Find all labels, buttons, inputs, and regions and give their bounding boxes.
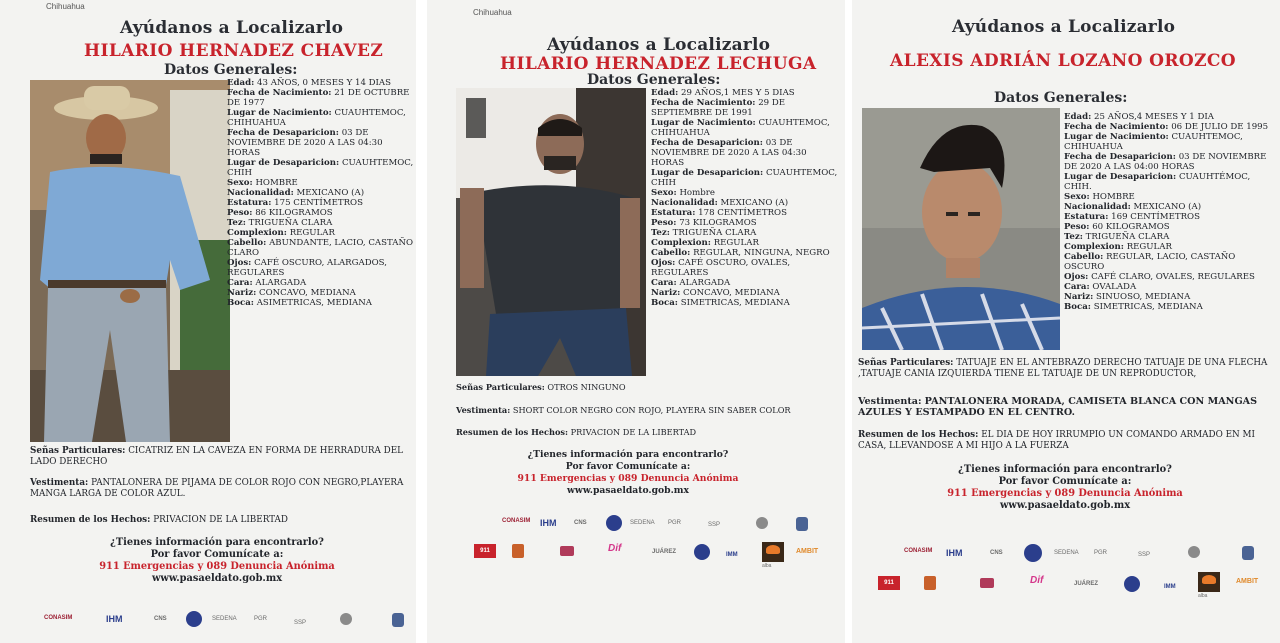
poster-heading: Ayúdanos a Localizarlo [547, 35, 771, 55]
field-edad: Edad: 29 AÑOS,1 MES Y 5 DIAS [651, 88, 795, 98]
datos-generales-list [651, 88, 841, 308]
contact-callout [940, 464, 1190, 512]
eagle-seal-icon [340, 613, 352, 625]
pgr-logo: PGR [254, 616, 268, 622]
resumen-hechos: Resumen de los Hechos: PRIVACION DE LA LIBERTAD [30, 515, 288, 525]
field-cabello: Cabello: REGULAR, NINGUNA, NEGRO [651, 248, 830, 258]
cta-question: ¿Tienes información para encontrarlo? [110, 537, 324, 548]
datos-generales-heading: Datos Generales: [994, 90, 1128, 106]
senas-particulares: Señas Particulares: OTROS NINGUNO [456, 382, 626, 392]
field-complexion: Complexion: REGULAR [1064, 242, 1172, 252]
alba-label: alba [762, 563, 772, 569]
field-estatura: Estatura: 175 CENTÍMETROS [227, 198, 363, 208]
cta-question: ¿Tienes información para encontrarlo? [958, 464, 1172, 475]
police-star-icon [1024, 544, 1042, 562]
juarez-logo: JUÁREZ [1074, 581, 1099, 587]
field-ojos: Ojos: CAFÉ OSCURO, ALARGADOS, REGULARES [227, 258, 387, 278]
datos-generales-list [1064, 112, 1274, 312]
cta-instruction: Por favor Comunícate a: [565, 461, 691, 472]
red-ribbon-icon [560, 546, 574, 556]
cns-logo: CNS [574, 520, 587, 526]
dif-logo: Dif [1030, 575, 1044, 586]
sedena-logo: SEDENA [630, 520, 655, 526]
poster-hilario-hernadez-chavez [0, 0, 416, 643]
police-star-icon [1124, 576, 1140, 592]
field-lugar-desaparicion: Lugar de Desaparicion: CUAUHTEMOC, CHIH [227, 158, 414, 178]
field-peso: Peso: 60 KILOGRAMOS [1064, 222, 1170, 232]
ssp-logo: SSP [294, 620, 307, 626]
datos-generales-list [227, 78, 415, 308]
field-peso: Peso: 73 KILOGRAMOS [651, 218, 757, 228]
sponsor-logos [858, 540, 1274, 604]
ihm-logo: IHM [540, 518, 557, 528]
alba-logo [762, 542, 784, 562]
field-nacionalidad: Nacionalidad: MEXICANO (A) [651, 198, 789, 208]
emergency-911-logo: 911 [878, 576, 900, 590]
chihuahua-logo [473, 9, 512, 17]
cta-url: www.pasaeldato.gob.mx [999, 500, 1131, 511]
eagle-seal-icon [1188, 546, 1200, 558]
eagle-seal-icon [756, 517, 768, 529]
divider [416, 0, 427, 643]
person-photo [30, 80, 230, 442]
resumen-hechos: Resumen de los Hechos: PRIVACION DE LA LIBERTAD [456, 427, 697, 437]
senas-particulares: Señas Particulares: TATUAJE EN EL ANTEBRAZO DERECHO TATUAJE DE UNA FLECHA ,TATUAJE CANIA IZQUIERDA TIENE EL TATUAJE DE UN REPRODUCTOR, [858, 358, 1268, 379]
field-nariz: Nariz: SINUOSO, MEDIANA [1064, 292, 1191, 302]
field-tez: Tez: TRIGUEÑA CLARA [651, 228, 757, 238]
resumen-hechos: Resumen de los Hechos: EL DIA DE HOY IRRUMPIO UN COMANDO ARMADO EN MI CASA, LLEVANDOSE A MI HIJO A LA FUERZA [858, 430, 1255, 451]
poster-hilario-hernadez-lechuga [427, 0, 845, 643]
ssp-logo: SSP [708, 522, 721, 528]
pgr-logo: PGR [668, 520, 682, 526]
person-photo [456, 88, 646, 376]
person-name: ALEXIS ADRIÁN LOZANO OROZCO [890, 51, 1237, 71]
field-ojos: Ojos: CAFÉ CLARO, OVALES, REGULARES [1064, 272, 1255, 282]
field-lugar-nacimiento: Lugar de Nacimiento: CUAUHTEMOC, CHIHUAHUA [651, 118, 830, 138]
police-star-icon [694, 544, 710, 560]
logo-text: Chihuahua [473, 8, 512, 17]
ssp-logo: SSP [1138, 552, 1151, 558]
vestimenta: Vestimenta: PANTALONERA DE PIJAMA DE COLOR ROJO CON NEGRO,PLAYERA MANGA LARGA DE COLOR AZUL. [30, 478, 404, 499]
conasim-logo: CONASIM [904, 548, 933, 554]
datos-generales-heading: Datos Generales: [587, 72, 721, 88]
imm-logo: IMM [726, 552, 738, 558]
field-boca: Boca: SIMETRICAS, MEDIANA [651, 298, 790, 308]
ihm-logo: IHM [106, 614, 123, 624]
imm-logo: IMM [1164, 584, 1176, 590]
field-cabello: Cabello: REGULAR, LACIO, CASTAÑO OSCURO [1064, 252, 1236, 272]
red-ribbon-icon [980, 578, 994, 588]
municipal-shield-icon [512, 544, 524, 558]
field-lugar-desaparicion: Lugar de Desaparicion: CUAUHTEMOC, CHIH [651, 168, 838, 188]
cns-logo: CNS [154, 616, 167, 622]
field-tez: Tez: TRIGUEÑA CLARA [227, 218, 333, 228]
ambit-logo: AMBIT [796, 548, 819, 555]
field-fecha-desaparicion: Fecha de Desaparicion: 03 DE NOVIEMBRE DE 2020 A LAS 04:30 HORAS [651, 138, 807, 168]
field-cara: Cara: ALARGADA [651, 278, 731, 288]
police-star-icon [606, 515, 622, 531]
field-cabello: Cabello: ABUNDANTE, LACIO, CASTAÑO CLARO [227, 238, 414, 258]
cta-url: www.pasaeldato.gob.mx [567, 485, 689, 496]
field-cara: Cara: OVALADA [1064, 282, 1137, 292]
juarez-logo: JUÁREZ [652, 549, 677, 555]
field-lugar-nacimiento: Lugar de Nacimiento: CUAUHTEMOC, CHIHUAHUA [1064, 132, 1243, 152]
field-fecha-nacimiento: Fecha de Nacimiento: 21 DE OCTUBRE DE 1977 [227, 88, 410, 108]
poster-alexis-adrian-lozano-orozco [852, 0, 1280, 643]
vestimenta: Vestimenta: PANTALONERA MORADA, CAMISETA BLANCA CON MANGAS AZULES Y ESTAMPADO EN EL CENTRO. [858, 396, 1258, 418]
dif-logo: Dif [608, 543, 622, 554]
ihm-logo: IHM [946, 548, 963, 558]
field-nariz: Nariz: CONCAVO, MEDIANA [651, 288, 780, 298]
field-peso: Peso: 86 KILOGRAMOS [227, 208, 333, 218]
field-fecha-desaparicion: Fecha de Desaparicion: 03 DE NOVIEMBRE DE 2020 A LAS 04:00 HORAS [1064, 152, 1267, 172]
person-name: HILARIO HERNADEZ LECHUGA [500, 54, 817, 74]
cta-instruction: Por favor Comunícate a: [150, 549, 284, 560]
field-estatura: Estatura: 178 CENTÍMETROS [651, 208, 787, 218]
cta-url: www.pasaeldato.gob.mx [151, 573, 283, 584]
field-fecha-desaparicion: Fecha de Desaparicion: 03 DE NOVIEMBRE DE 2020 A LAS 04:30 HORAS [227, 128, 383, 158]
field-boca: Boca: ASIMETRICAS, MEDIANA [227, 298, 372, 308]
field-nacionalidad: Nacionalidad: MEXICANO (A) [1064, 202, 1202, 212]
field-edad: Edad: 43 AÑOS, 0 MESES Y 14 DIAS [227, 78, 392, 88]
sedena-logo: SEDENA [212, 616, 237, 622]
emergency-911-logo: 911 [474, 544, 496, 558]
ambit-logo: AMBIT [1236, 578, 1259, 585]
field-nacionalidad: Nacionalidad: MEXICANO (A) [227, 188, 365, 198]
field-sexo: Sexo: HOMBRE [1064, 192, 1135, 202]
chihuahua-logo [46, 3, 85, 11]
field-lugar-nacimiento: Lugar de Nacimiento: CUAUHTEMOC, CHIHUAHUA [227, 108, 406, 128]
field-ojos: Ojos: CAFÉ OSCURO, OVALES, REGULARES [651, 258, 791, 278]
field-nariz: Nariz: CONCAVO, MEDIANA [227, 288, 356, 298]
municipal-shield-icon [924, 576, 936, 590]
field-lugar-desaparicion: Lugar de Desaparicion: CUAUHTÉMOC, CHIH. [1064, 172, 1251, 192]
datos-generales-heading: Datos Generales: [164, 62, 298, 78]
field-fecha-nacimiento: Fecha de Nacimiento: 29 DE SEPTIEMBRE DE 1991 [651, 98, 786, 118]
sponsor-logos [456, 512, 840, 572]
field-estatura: Estatura: 169 CENTÍMETROS [1064, 212, 1200, 222]
state-shield-icon [392, 613, 404, 627]
cta-phone: 911 Emergencias y 089 Denuncia Anónima [517, 473, 739, 484]
alba-label: alba [1198, 593, 1208, 599]
pgr-logo: PGR [1094, 550, 1108, 556]
field-complexion: Complexion: REGULAR [651, 238, 759, 248]
sponsor-logos [30, 606, 416, 636]
divider [845, 0, 852, 643]
state-shield-icon [1242, 546, 1254, 560]
logo-text: Chihuahua [46, 2, 85, 11]
field-tez: Tez: TRIGUEÑA CLARA [1064, 232, 1170, 242]
poster-heading: Ayúdanos a Localizarlo [120, 18, 344, 38]
state-shield-icon [796, 517, 808, 531]
conasim-logo: CONASIM [502, 518, 531, 524]
conasim-logo: CONASIM [44, 615, 73, 621]
field-complexion: Complexion: REGULAR [227, 228, 335, 238]
cta-phone: 911 Emergencias y 089 Denuncia Anónima [99, 561, 335, 572]
person-name: HILARIO HERNADEZ CHAVEZ [84, 41, 384, 61]
field-edad: Edad: 25 AÑOS,4 MESES Y 1 DIA [1064, 112, 1214, 122]
contact-callout [509, 449, 747, 497]
field-sexo: Sexo: HOMBRE [227, 178, 298, 188]
cns-logo: CNS [990, 550, 1003, 556]
field-boca: Boca: SIMETRICAS, MEDIANA [1064, 302, 1203, 312]
senas-particulares: Señas Particulares: CICATRIZ EN LA CAVEZA EN FORMA DE HERRADURA DEL LADO DERECHO [30, 446, 404, 467]
cta-question: ¿Tienes información para encontrarlo? [527, 449, 729, 460]
sedena-logo: SEDENA [1054, 550, 1079, 556]
person-photo [862, 108, 1060, 350]
vestimenta: Vestimenta: SHORT COLOR NEGRO CON ROJO, PLAYERA SIN SABER COLOR [456, 405, 791, 415]
field-fecha-nacimiento: Fecha de Nacimiento: 06 DE JULIO DE 1995 [1064, 122, 1269, 132]
cta-instruction: Por favor Comunícate a: [998, 476, 1132, 487]
contact-callout [92, 537, 342, 585]
police-star-icon [186, 611, 202, 627]
field-sexo: Sexo: Hombre [651, 188, 715, 198]
alba-logo [1198, 572, 1220, 592]
cta-phone: 911 Emergencias y 089 Denuncia Anónima [947, 488, 1183, 499]
poster-heading: Ayúdanos a Localizarlo [952, 17, 1176, 37]
field-cara: Cara: ALARGADA [227, 278, 307, 288]
